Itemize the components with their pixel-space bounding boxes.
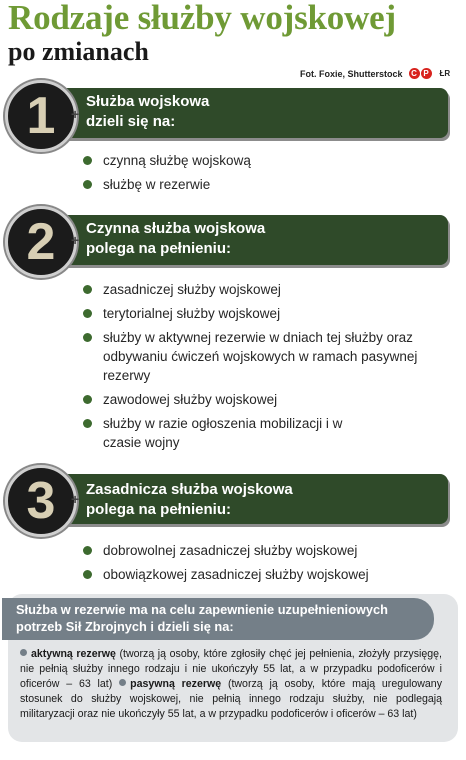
plus-icon: + (71, 491, 80, 507)
section-2-heading (86, 219, 265, 259)
active-reserve-term: aktywną rezerwę (31, 648, 116, 660)
section-1-heading-line1: Służba wojskowa (86, 93, 210, 110)
passive-reserve-desc: (tworzą ją osoby, które mają uregulowany stosunek do służby wojskowej, nie pełnią innego rodzaju służby, nie podlegają militaryzacji oraz nie ukończyły 55 lat, a w przypadku podoficerów i oficerów – 63 lat) (20, 678, 442, 720)
badge-number: 1 (26, 87, 56, 145)
section-1-list (80, 151, 251, 199)
reserve-heading: Służba w rezerwie ma na celu zapewnienie uzupełnieniowych potrzeb Sił Zbrojnych i dzieli się na: (16, 602, 388, 634)
list-item: czynną służbę wojskową (80, 151, 251, 170)
copyright-icon (409, 68, 432, 79)
section-2-heading-band (56, 215, 448, 265)
badge-number: 3 (26, 472, 56, 530)
section-3-heading-line2: polega na pełnieniu: (86, 501, 232, 518)
page-subtitle: po zmianach (8, 37, 149, 66)
section-3-list (80, 541, 369, 589)
number-badge-3 (5, 465, 80, 537)
credit-text: Fot. Foxie, Shutterstock (300, 68, 403, 79)
badge-number: 2 (26, 213, 56, 271)
section-2-heading-line1: Czynna służba wojskowa (86, 220, 266, 237)
list-item: służby w razie ogłoszenia mobilizacji i w czasie wojny (80, 414, 371, 452)
section-3-heading-line1: Zasadnicza służba wojskowa (86, 481, 293, 498)
list-item: zasadniczej służby wojskowej (80, 280, 450, 299)
list-item: terytorialnej służby wojskowej (80, 304, 450, 323)
list-item: obowiązkowej zasadniczej służby wojskowej (80, 565, 369, 584)
plus-icon: + (71, 106, 80, 122)
section-3-heading-band (56, 474, 448, 524)
section-2-heading-line2: polega na pełnieniu: (86, 240, 232, 257)
passive-reserve-term: pasywną rezerwę (130, 678, 222, 690)
section-3-heading (86, 480, 293, 520)
bullet-icon (20, 649, 27, 656)
copyright-p-icon: P (421, 68, 432, 79)
copyright-c-icon: C (409, 68, 420, 79)
active-reserve-desc: (tworzą ją osoby, które zgłosiły chęć jej pełnienia, złożyły przysięgę, nie pełnią służby innego rodzaju i nie ukończyły 55 lat, a w przypadku podoficerów i oficerów – 63 lat) (20, 648, 442, 690)
reserve-heading-band (2, 598, 434, 640)
bullet-icon (119, 679, 126, 686)
author-initials: ŁR (439, 69, 451, 78)
list-item: służby w aktywnej rezerwie w dniach tej służby oraz odbywaniu ćwiczeń wojskowych w ramach pasywnej rezerwy (80, 328, 450, 385)
list-item: zawodowej służby wojskowej (80, 390, 450, 409)
section-2-list (80, 280, 450, 457)
reserve-description (20, 647, 442, 722)
list-item: służbę w rezerwie (80, 175, 251, 194)
plus-icon: + (71, 232, 80, 248)
number-badge-2 (5, 206, 80, 278)
photo-credit (300, 68, 450, 79)
list-item: dobrowolnej zasadniczej służby wojskowej (80, 541, 369, 560)
page-title: Rodzaje służby wojskowej (8, 0, 396, 37)
section-1-heading-line2: dzieli się na: (86, 113, 176, 130)
section-1-heading-band (56, 88, 448, 138)
section-1-heading (86, 92, 209, 132)
number-badge-1 (5, 80, 80, 152)
